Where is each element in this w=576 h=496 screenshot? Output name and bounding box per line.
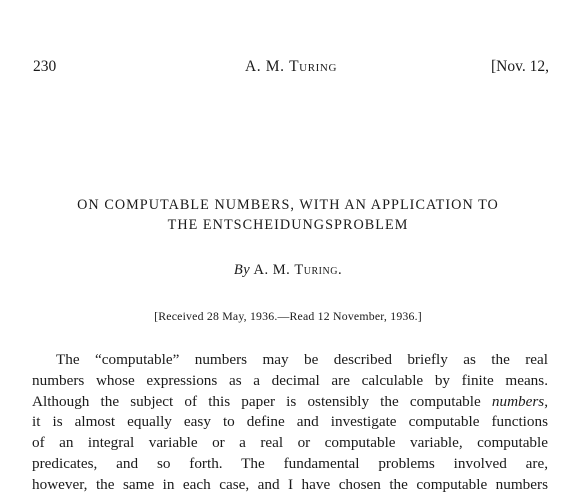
emphasis-numbers: numbers bbox=[491, 392, 545, 410]
running-head-author bbox=[33, 58, 549, 76]
paper-title bbox=[0, 195, 576, 235]
paragraph-line: predicates, and so forth. The fundamental problems involved are, bbox=[32, 454, 548, 472]
running-head-surname: Turing bbox=[289, 58, 337, 75]
running-head-initials: A. M. bbox=[245, 58, 285, 75]
byline bbox=[0, 262, 576, 279]
byline-initials: A. M. bbox=[253, 262, 291, 278]
page-number: 230 bbox=[33, 58, 57, 75]
title-line-1: ON COMPUTABLE NUMBERS, WITH AN APPLICATION TO bbox=[77, 197, 499, 213]
running-head bbox=[33, 58, 549, 82]
paragraph-line: of an integral variable or a real or computable variable, computable bbox=[32, 434, 548, 452]
received-note: [Received 28 May, 1936.—Read 12 November, 1936.] bbox=[154, 309, 422, 323]
paragraph-line: Although the subject of this paper is ostensibly the computable numbers, bbox=[32, 392, 548, 410]
paragraph-line: numbers whose expressions as a decimal are calculable by finite means. bbox=[32, 371, 548, 389]
paragraph-line: however, the same in each case, and I have chosen the computable numbers bbox=[32, 475, 548, 493]
running-head-date: [Nov. 12, bbox=[491, 58, 549, 75]
byline-by: By bbox=[233, 262, 251, 278]
paragraph-line: The “computable” numbers may be described briefly as the real bbox=[56, 351, 548, 368]
paragraph-line: it is almost equally easy to define and investigate computable functions bbox=[32, 413, 548, 431]
abstract-paragraph bbox=[32, 350, 548, 496]
title-line-2: THE ENTSCHEIDUNGSPROBLEM bbox=[167, 217, 409, 233]
byline-surname: Turing. bbox=[294, 262, 343, 278]
